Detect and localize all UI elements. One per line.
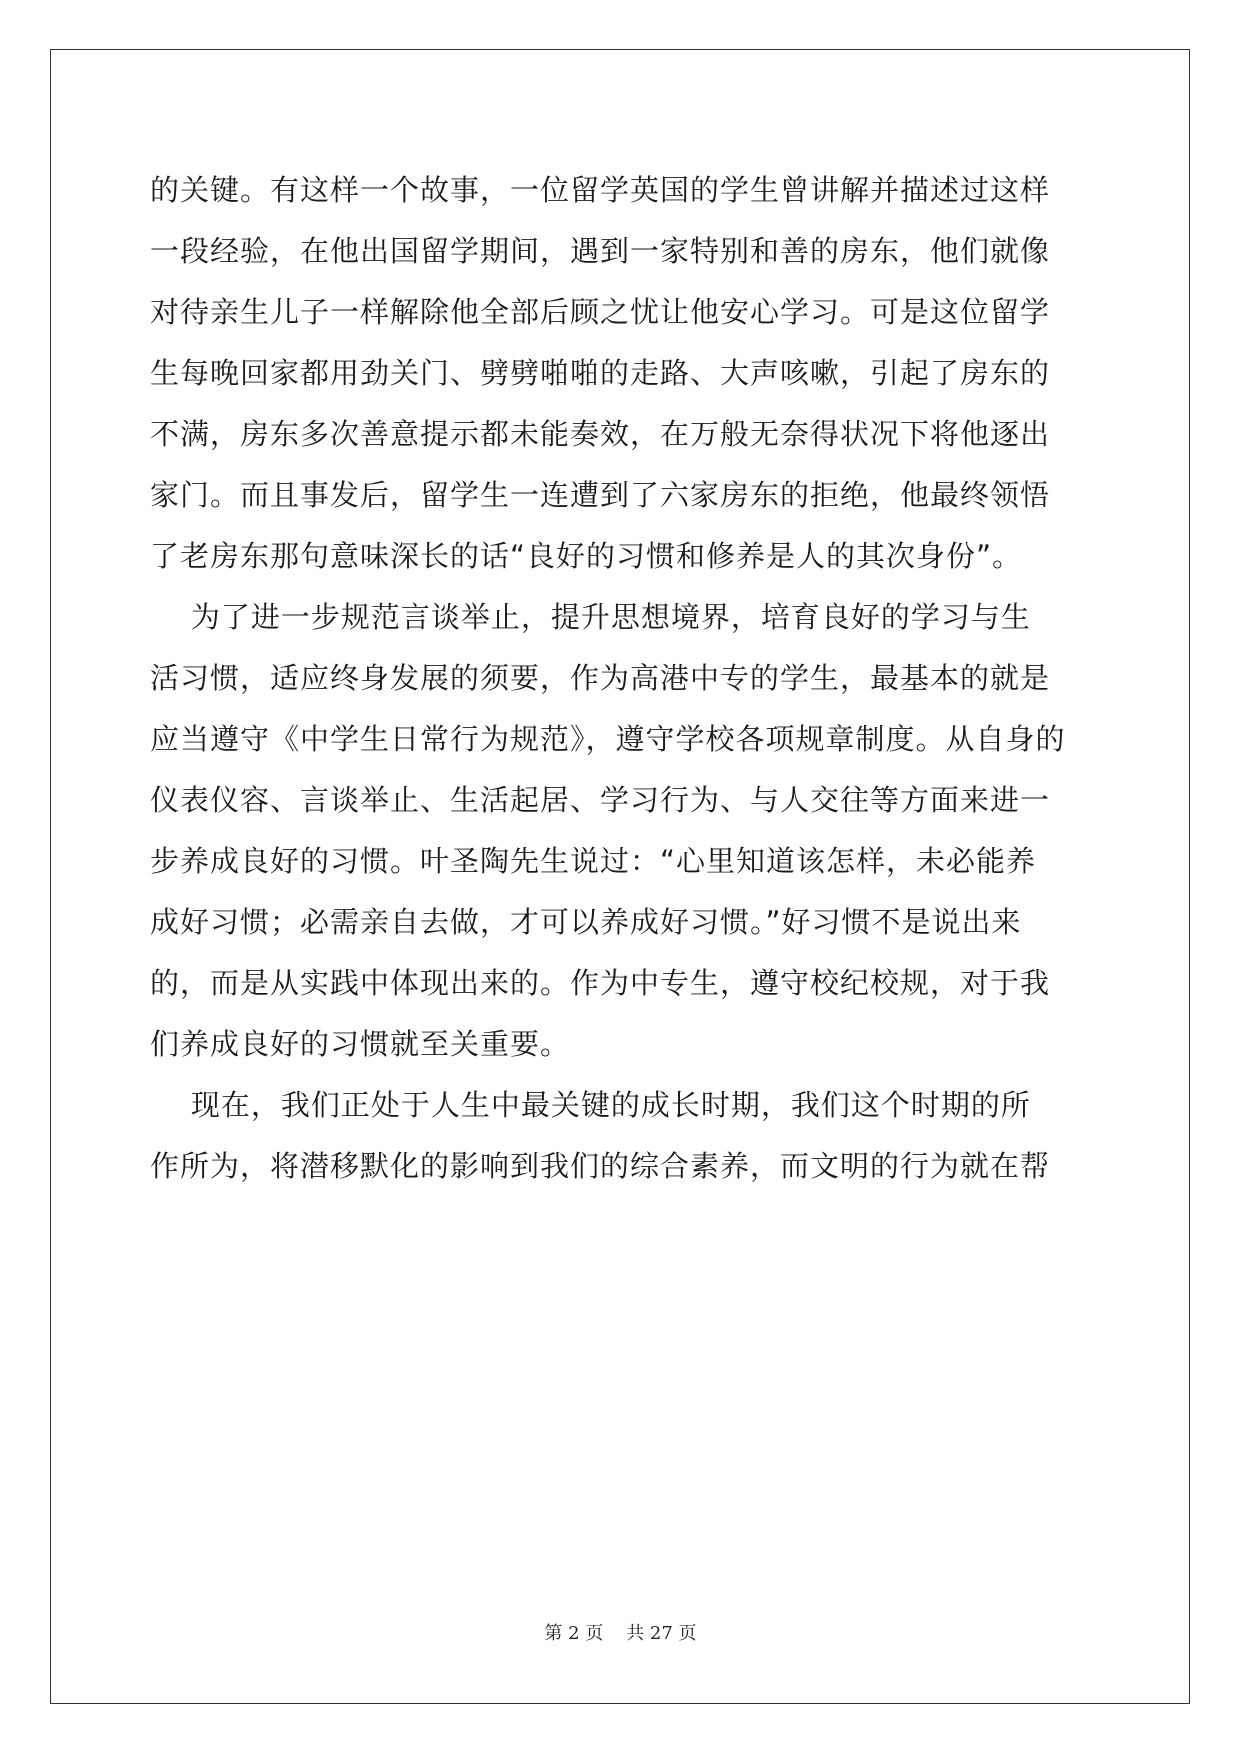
text-line: 仪表仪容、言谈举止、生活起居、学习行为、与人交往等方面来进一 — [150, 783, 1051, 817]
text-line: 家门。而且事发后，留学生一连遭到了六家房东的拒绝，他最终领悟 — [150, 478, 1051, 512]
text-line: 为了进一步规范言谈举止，提升思想境界，培育良好的学习与生 — [150, 600, 1031, 634]
text-line: 生每晚回家都用劲关门、劈劈啪啪的走路、大声咳嗽，引起了房东的 — [150, 356, 1051, 390]
text-line: 活习惯，适应终身发展的须要，作为高港中专的学生，最基本的就是 — [150, 661, 1051, 695]
text-line: 一段经验，在他出国留学期间，遇到一家特别和善的房东，他们就像 — [150, 234, 1051, 268]
text-line: 的关键。有这样一个故事，一位留学英国的学生曾讲解并描述过这样 — [150, 173, 1051, 207]
text-line: 作所为，将潜移默化的影响到我们的综合素养，而文明的行为就在帮 — [150, 1149, 1051, 1183]
document-body — [150, 160, 1095, 1197]
text-line: 应当遵守《中学生日常行为规范》，遵守学校各项规章制度。从自身的 — [150, 722, 1066, 756]
text-line: 了老房东那句意味深长的话“良好的习惯和修养是人的其次身份”。 — [150, 539, 1023, 573]
text-line: 现在，我们正处于人生中最关键的成长时期，我们这个时期的所 — [150, 1088, 1031, 1122]
text-line: 们养成良好的习惯就至关重要。 — [150, 1027, 571, 1061]
text-line: 成好习惯；必需亲自去做，才可以养成好习惯。”好习惯不是说出来 — [150, 905, 1022, 939]
text-line: 对待亲生儿子一样解除他全部后顾之忧让他安心学习。可是这位留学 — [150, 295, 1051, 329]
text-line: 步养成良好的习惯。叶圣陶先生说过：“心里知道该怎样，未必能养 — [150, 844, 1037, 878]
page-footer — [0, 1621, 1241, 1647]
text-line: 不满，房东多次善意提示都未能奏效，在万般无奈得状况下将他逐出 — [150, 417, 1051, 451]
text-line: 的，而是从实践中体现出来的。作为中专生，遵守校纪校规，对于我 — [150, 966, 1051, 1000]
page-number: 第 2 页 共 27 页 — [544, 1623, 697, 1644]
